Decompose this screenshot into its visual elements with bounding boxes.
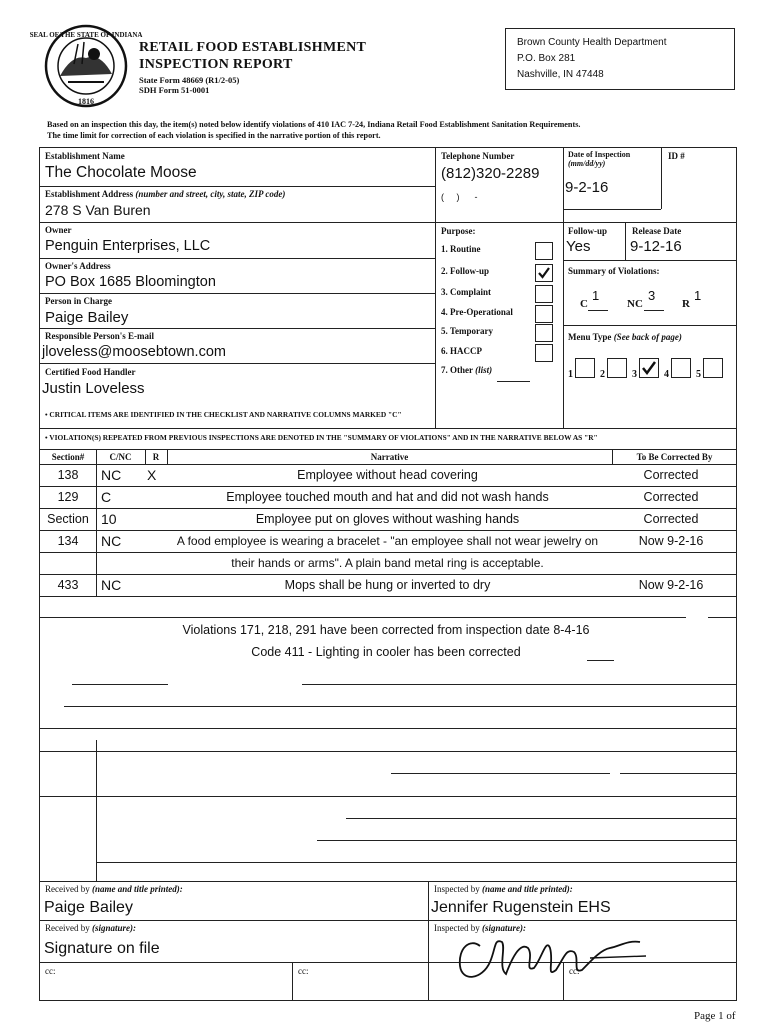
row-3-corrected-by: Corrected — [643, 512, 699, 526]
report-title-2: INSPECTION REPORT — [139, 57, 293, 72]
menu-type-2-checkbox[interactable] — [607, 358, 627, 378]
establishment-address: 278 S Van Buren — [45, 202, 151, 218]
summary-label: Summary of Violations: — [568, 266, 660, 276]
department-box — [505, 28, 735, 90]
summary-r-label: R — [682, 298, 690, 310]
owner-label: Owner — [45, 225, 72, 235]
inspected-name-value: Jennifer Rugenstein EHS — [431, 899, 611, 916]
row-1-section: 138 — [57, 468, 79, 482]
inspection-date-value: 9-2-16 — [565, 179, 609, 196]
menu-type-note: (See back of page) — [613, 332, 682, 342]
purpose-option-4-label: 4. Pre-Operational — [441, 307, 513, 317]
header-r: R — [152, 452, 160, 462]
seal-top-text: SEAL OF THE STATE OF INDIANA — [29, 31, 143, 39]
row-4-corrected-by: Now 9-2-16 — [638, 534, 704, 548]
checkmark-icon — [640, 359, 658, 377]
received-signature-value: Signature on file — [44, 940, 160, 957]
summary-r-value: 1 — [694, 288, 702, 303]
row-1-narrative: Employee without head covering — [297, 468, 478, 482]
row-6-cnc: NC — [101, 577, 122, 593]
telephone-value: (812)320-2289 — [441, 165, 540, 182]
critical-note: • CRITICAL ITEMS ARE IDENTIFIED IN THE CHECKLIST AND NARRATIVE COLUMNS MARKED "C" — [45, 410, 402, 419]
state-seal — [29, 24, 143, 108]
intro-line-2: The time limit for correction of each violation is specified in the narrative portion of this report. — [47, 131, 381, 140]
row-6-section: 433 — [57, 578, 79, 592]
row-5-narrative: their hands or arms". A plain band metal ring is acceptable. — [231, 556, 544, 570]
row-3-cnc: 10 — [101, 511, 117, 527]
row-3-narrative: Employee put on gloves without washing hands — [255, 512, 520, 526]
summary-nc-label: NC — [627, 298, 643, 310]
row-3-section: Section — [47, 512, 89, 526]
inspection-date-format: (mm/dd/yy) — [568, 159, 606, 168]
person-in-charge-value: Paige Bailey — [45, 309, 129, 326]
row-1-repeat: X — [147, 467, 157, 483]
purpose-option-3-checkbox[interactable] — [535, 285, 553, 303]
purpose-label: Purpose: — [441, 226, 476, 236]
owner-value: Penguin Enterprises, LLC — [45, 238, 211, 254]
menu-type-4-checkbox[interactable] — [671, 358, 691, 378]
purpose-option-4-checkbox[interactable] — [535, 305, 553, 323]
report-title-1: RETAIL FOOD ESTABLISHMENT — [139, 40, 367, 55]
department-address-1: P.O. Box 281 — [517, 53, 576, 64]
row-4-narrative: A food employee is wearing a bracelet - "an employee shall not wear jewelry on — [176, 534, 599, 548]
follow-up-label: Follow-up — [568, 226, 608, 236]
seal-year: 1816 — [78, 97, 94, 106]
row-2-narrative: Employee touched mouth and hat and did not wash hands — [226, 490, 549, 504]
establishment-name: The Chocolate Moose — [45, 164, 197, 181]
row-1-corrected-by: Corrected — [643, 468, 699, 482]
department-address-2: Nashville, IN 47448 — [517, 69, 604, 80]
menu-type-label — [568, 332, 682, 342]
telephone-second: ( ) - — [441, 192, 478, 202]
inspected-signature-note: (signature): — [481, 923, 526, 933]
received-signature-note: (signature): — [91, 923, 136, 933]
row-2-corrected-by: Corrected — [643, 490, 699, 504]
repeat-note: • VIOLATION(S) REPEATED FROM PREVIOUS INSPECTIONS ARE DENOTED IN THE "SUMMARY OF VIOLATIONS" AND IN THE NARRATIVE BELOW AS "R" — [45, 433, 598, 442]
summary-nc-value: 3 — [648, 288, 656, 303]
inspected-signature-label-text: Inspected by — [434, 923, 480, 933]
menu-type-1-label: 1 — [568, 369, 573, 380]
inspector-signature-icon — [450, 918, 650, 988]
purpose-option-2-label: 2. Follow-up — [441, 266, 490, 276]
menu-type-1-checkbox[interactable] — [575, 358, 595, 378]
purpose-option-5-label: 5. Temporary — [441, 326, 494, 336]
received-name-label — [45, 884, 183, 894]
purpose-option-3-label: 3. Complaint — [441, 287, 492, 297]
header-narrative: Narrative — [370, 452, 409, 462]
establishment-address-label — [45, 189, 285, 199]
header-corrected-by: To Be Corrected By — [636, 452, 713, 462]
row-1-cnc: NC — [101, 467, 122, 483]
cc-3: cc: — [569, 966, 580, 976]
menu-type-3-checkbox[interactable] — [639, 358, 659, 378]
release-date-value: 9-12-16 — [630, 238, 682, 255]
food-handler-value: Justin Loveless — [42, 380, 145, 397]
page-number: Page 1 of — [694, 1010, 736, 1022]
address-label-text: Establishment Address — [45, 189, 134, 199]
owner-address-label: Owner's Address — [45, 261, 111, 271]
row-4-cnc: NC — [101, 533, 122, 549]
purpose-option-6-label: 6. HACCP — [441, 346, 482, 356]
menu-type-4-label: 4 — [664, 369, 669, 380]
inspected-name-label — [434, 884, 573, 894]
purpose-option-5-checkbox[interactable] — [535, 324, 553, 342]
received-name-value: Paige Bailey — [44, 899, 133, 916]
received-name-label-text: Received by — [45, 884, 90, 894]
row-2-cnc: C — [101, 489, 112, 505]
purpose-other-label: 7. Other — [441, 365, 473, 375]
table-note-1: Violations 171, 218, 291 have been corrected from inspection date 8-4-16 — [182, 623, 590, 637]
table-note-2: Code 411 - Lighting in cooler has been corrected — [251, 645, 521, 659]
row-4-section: 134 — [57, 534, 79, 548]
person-in-charge-label: Person in Charge — [45, 296, 112, 306]
purpose-option-1-checkbox[interactable] — [535, 242, 553, 260]
purpose-option-2-checkbox[interactable] — [535, 264, 553, 282]
cc-2: cc: — [298, 966, 309, 976]
follow-up-value: Yes — [566, 238, 591, 255]
owner-address-value: PO Box 1685 Bloomington — [45, 274, 216, 290]
purpose-option-6-checkbox[interactable] — [535, 344, 553, 362]
menu-type-5-checkbox[interactable] — [703, 358, 723, 378]
summary-c-value: 1 — [592, 288, 600, 303]
received-signature-label-text: Received by — [45, 923, 90, 933]
intro-line-1: Based on an inspection this day, the item(s) noted below identify violations of 410 IAC 7-24, Indiana Retail Food Establishment Sanitation Requirements. — [47, 120, 581, 129]
menu-type-2-label: 2 — [600, 369, 605, 380]
email-label: Responsible Person's E-mail — [45, 331, 155, 341]
purpose-other — [441, 365, 492, 375]
department-name: Brown County Health Department — [517, 37, 667, 48]
checkmark-icon — [536, 265, 552, 281]
purpose-other-note: (list) — [475, 365, 493, 375]
inspected-name-note: (name and title printed): — [481, 884, 573, 894]
telephone-label: Telephone Number — [441, 151, 515, 161]
address-label-note: (number and street, city, state, ZIP code) — [135, 189, 286, 199]
header-section: Section# — [51, 452, 85, 462]
header-cnc: C/NC — [109, 452, 132, 462]
received-signature-label — [45, 923, 136, 933]
food-handler-label: Certified Food Handler — [45, 367, 136, 377]
summary-c-label: C — [580, 298, 588, 310]
summary-counts — [580, 286, 730, 314]
state-form-number: State Form 48669 (R1/2-05) — [139, 75, 240, 85]
menu-type-label-text: Menu Type — [568, 332, 612, 342]
purpose-option-1-label: 1. Routine — [441, 244, 481, 254]
inspected-name-label-text: Inspected by — [434, 884, 480, 894]
row-6-narrative: Mops shall be hung or inverted to dry — [284, 578, 491, 592]
menu-type-3-label: 3 — [632, 369, 637, 380]
id-label: ID # — [668, 151, 685, 161]
establishment-name-label: Establishment Name — [45, 151, 125, 161]
row-2-section: 129 — [57, 490, 79, 504]
row-6-corrected-by: Now 9-2-16 — [638, 578, 704, 592]
cc-1: cc: — [45, 966, 56, 976]
sdh-form-number: SDH Form 51-0001 — [139, 85, 210, 95]
inspection-date-label: Date of Inspection — [568, 150, 631, 159]
email-value: jloveless@moosebtown.com — [42, 344, 226, 360]
release-date-label: Release Date — [632, 226, 682, 236]
menu-type-5-label: 5 — [696, 369, 701, 380]
received-name-note: (name and title printed): — [91, 884, 183, 894]
